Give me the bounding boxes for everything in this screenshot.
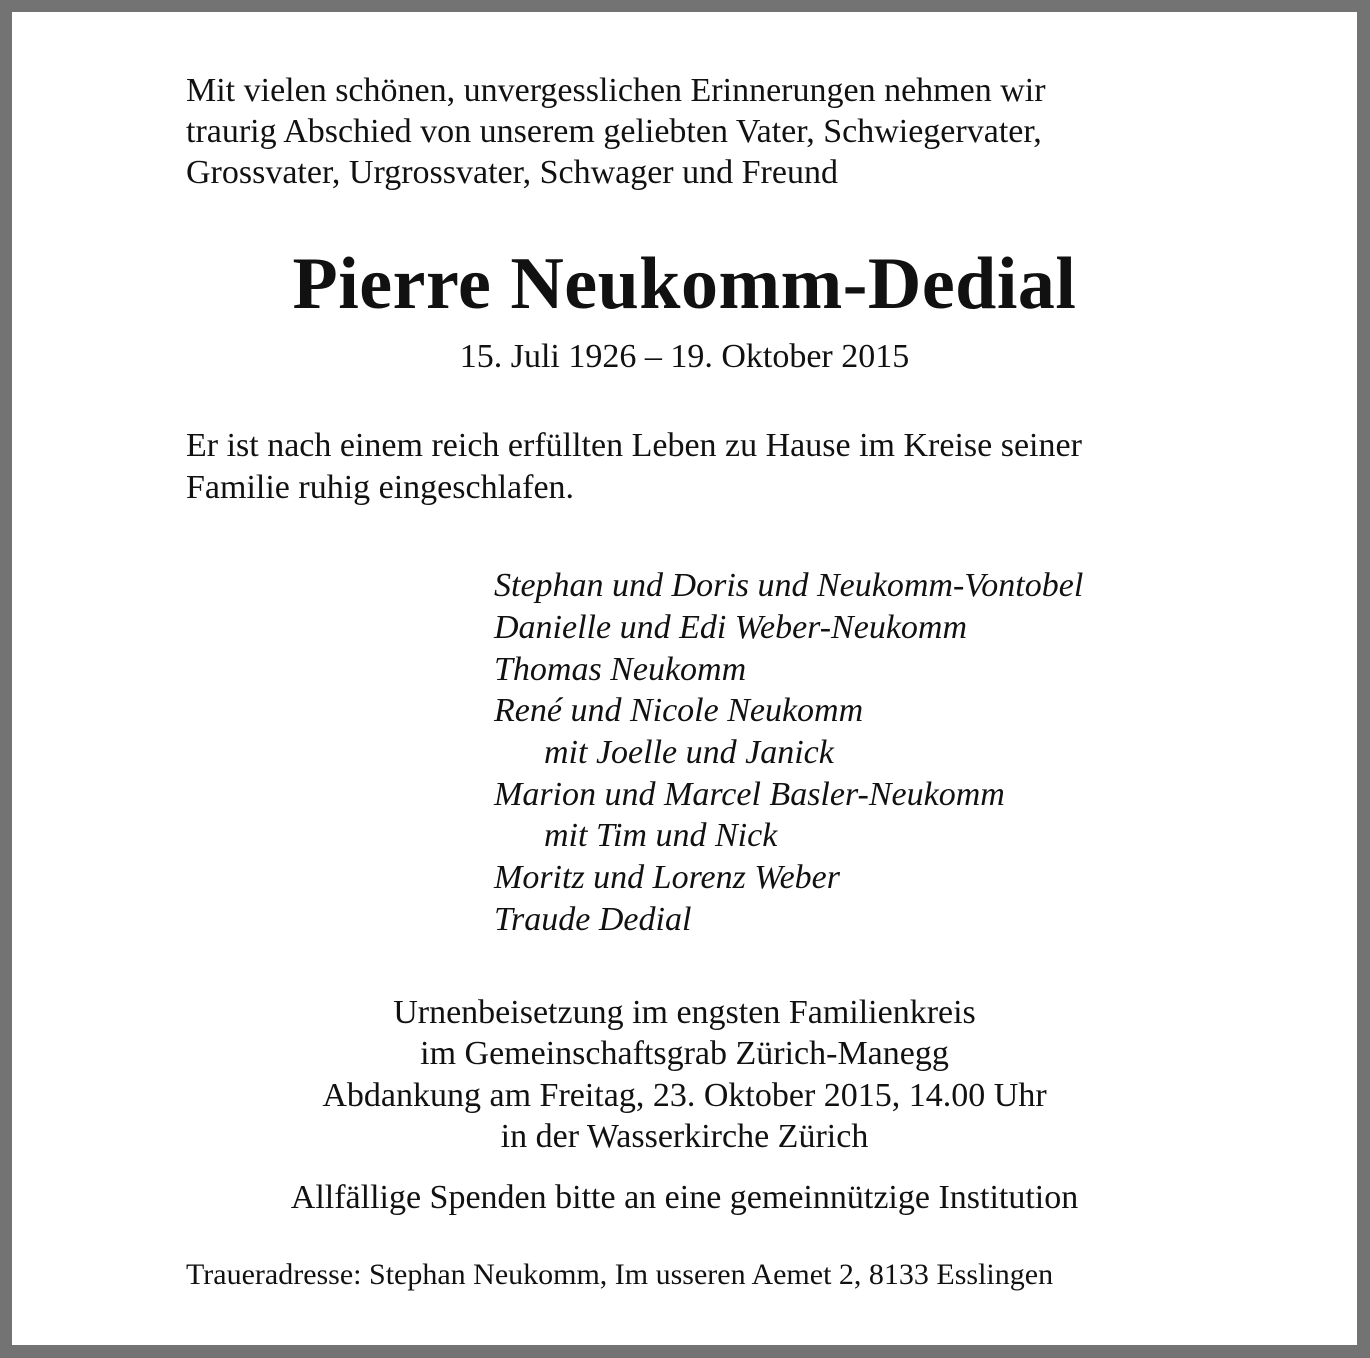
funeral-line: Abdankung am Freitag, 23. Oktober 2015, 14.00 Uhr <box>322 1077 1047 1114</box>
mourner: Traude Dedial <box>494 901 692 938</box>
deceased-name: Pierre Neukomm-Dedial <box>292 243 1077 325</box>
mourner: Stephan und Doris und Neukomm-Vontobel <box>494 567 1084 604</box>
funeral-line: im Gemeinschaftsgrab Zürich-Manegg <box>420 1035 949 1072</box>
statement-line: Familie ruhig eingeschlafen. <box>186 469 575 506</box>
funeral-line: Urnenbeisetzung im engsten Familienkreis <box>393 994 976 1031</box>
mourner: mit Tim und Nick <box>544 817 778 854</box>
donations-note: Allfällige Spenden bitte an eine gemeinnützige Institution <box>290 1179 1079 1216</box>
mourner: Moritz und Lorenz Weber <box>494 859 840 896</box>
mourner: Marion und Marcel Basler-Neukomm <box>494 776 1005 813</box>
intro-line: traurig Abschied von unserem geliebten Vater, Schwiegervater, <box>186 113 1042 150</box>
funeral-line: in der Wasserkirche Zürich <box>500 1118 869 1155</box>
mourner: mit Joelle und Janick <box>544 734 834 771</box>
intro-line: Grossvater, Urgrossvater, Schwager und Freund <box>186 154 838 191</box>
mourning-address: Traueradresse: Stephan Neukomm, Im usseren Aemet 2, 8133 Esslingen <box>186 1258 1054 1291</box>
intro-line: Mit vielen schönen, unvergesslichen Erinnerungen nehmen wir <box>186 72 1046 109</box>
statement-line: Er ist nach einem reich erfüllten Leben zu Hause im Kreise seiner <box>186 427 1082 464</box>
life-dates: 15. Juli 1926 – 19. Oktober 2015 <box>459 338 910 375</box>
mourner: René und Nicole Neukomm <box>494 692 864 729</box>
obituary-page <box>12 12 1357 1345</box>
mourner: Danielle und Edi Weber-Neukomm <box>494 609 968 646</box>
mourner: Thomas Neukomm <box>494 651 747 688</box>
